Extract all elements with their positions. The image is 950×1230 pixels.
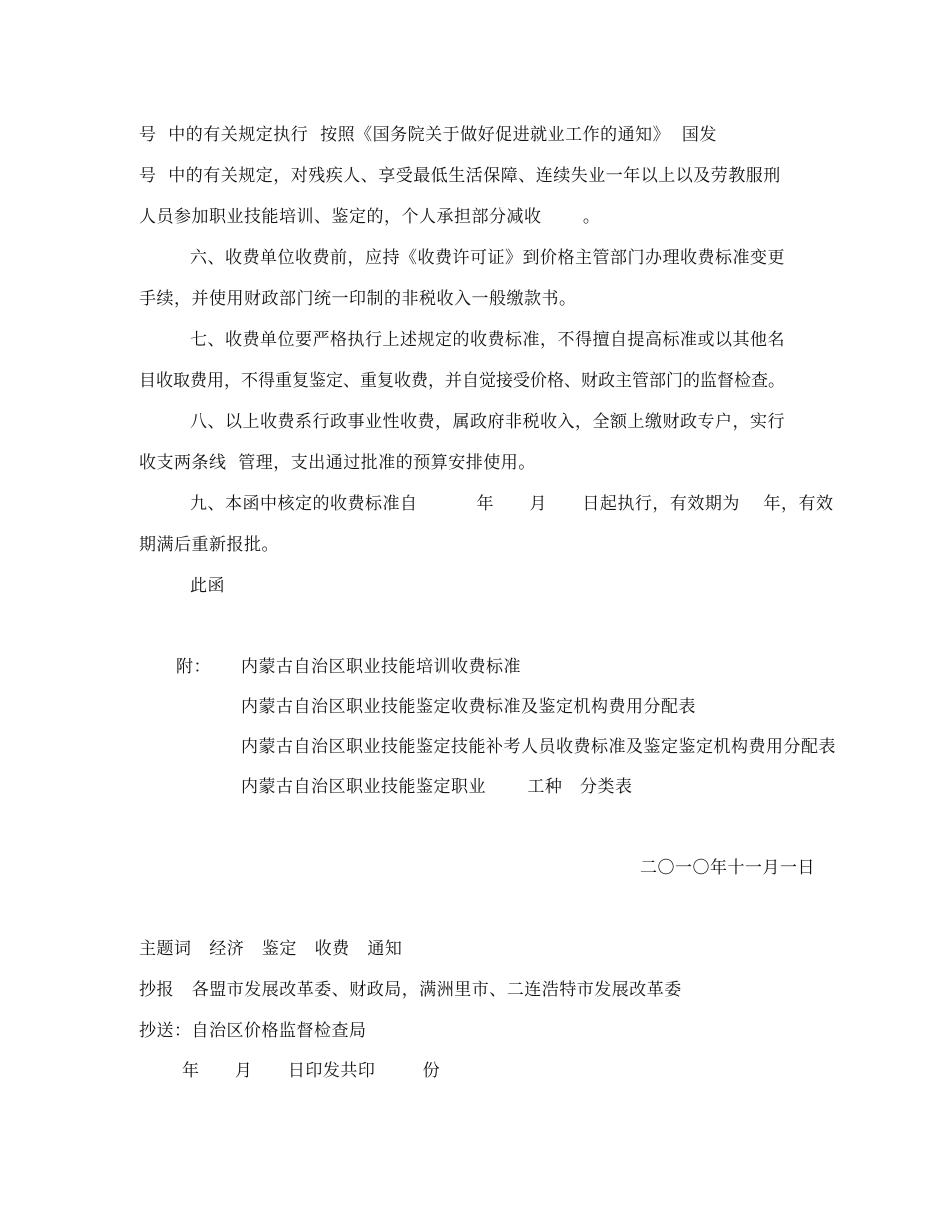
print-info-line: 年 月 日印发共印 份	[182, 1061, 441, 1081]
cc-send-line: 抄送：自治区价格监督检查局	[139, 1021, 367, 1041]
paragraph-eight-line: 收支两条线 管理，支出通过批准的预算安排使用。	[139, 453, 536, 473]
issue-date: 二〇一〇年十一月一日	[640, 858, 815, 878]
attachments-label: 附：	[176, 657, 211, 677]
paragraph-nine-line: 九、本函中核定的收费标准自 年 月 日起执行，有效期为 年，有效	[190, 494, 834, 514]
body-line: 人员参加职业技能培训、鉴定的，个人承担部分减收 。	[139, 207, 601, 227]
attachment-item: 内蒙古自治区职业技能鉴定收费标准及鉴定机构费用分配表	[241, 697, 696, 717]
paragraph-seven-line: 目收取费用，不得重复鉴定、重复收费，并自觉接受价格、财政主管部门的监督检查。	[139, 371, 785, 391]
paragraph-nine-line: 期满后重新报批。	[139, 535, 279, 555]
body-line: 号 中的有关规定，对残疾人、享受最低生活保障、连续失业一年以上以及劳教服刑	[139, 166, 781, 186]
paragraph-six-line: 六、收费单位收费前，应持《收费许可证》到价格主管部门办理收费标准变更	[190, 248, 785, 268]
paragraph-seven-line: 七、收费单位要严格执行上述规定的收费标准，不得擅自提高标准或以其他名	[190, 330, 785, 350]
keywords-line: 主题词 经济 鉴定 收费 通知	[139, 939, 403, 959]
attachment-item: 内蒙古自治区职业技能培训收费标准	[241, 657, 521, 677]
cc-report-line: 抄报 各盟市发展改革委、财政局，满洲里市、二连浩特市发展改革委	[139, 980, 682, 1000]
attachment-item: 内蒙古自治区职业技能鉴定技能补考人员收费标准及鉴定鉴定机构费用分配表	[241, 737, 836, 757]
paragraph-six-line: 手续，并使用财政部门统一印制的非税收入一般缴款书。	[139, 289, 577, 309]
attachment-item: 内蒙古自治区职业技能鉴定职业 工种 分类表	[241, 777, 633, 797]
body-line: 号 中的有关规定执行 按照《国务院关于做好促进就业工作的通知》 国发	[139, 125, 717, 145]
closing-phrase: 此函	[190, 576, 225, 596]
paragraph-eight-line: 八、以上收费系行政事业性收费，属政府非税收入，全额上缴财政专户，实行	[190, 412, 785, 432]
